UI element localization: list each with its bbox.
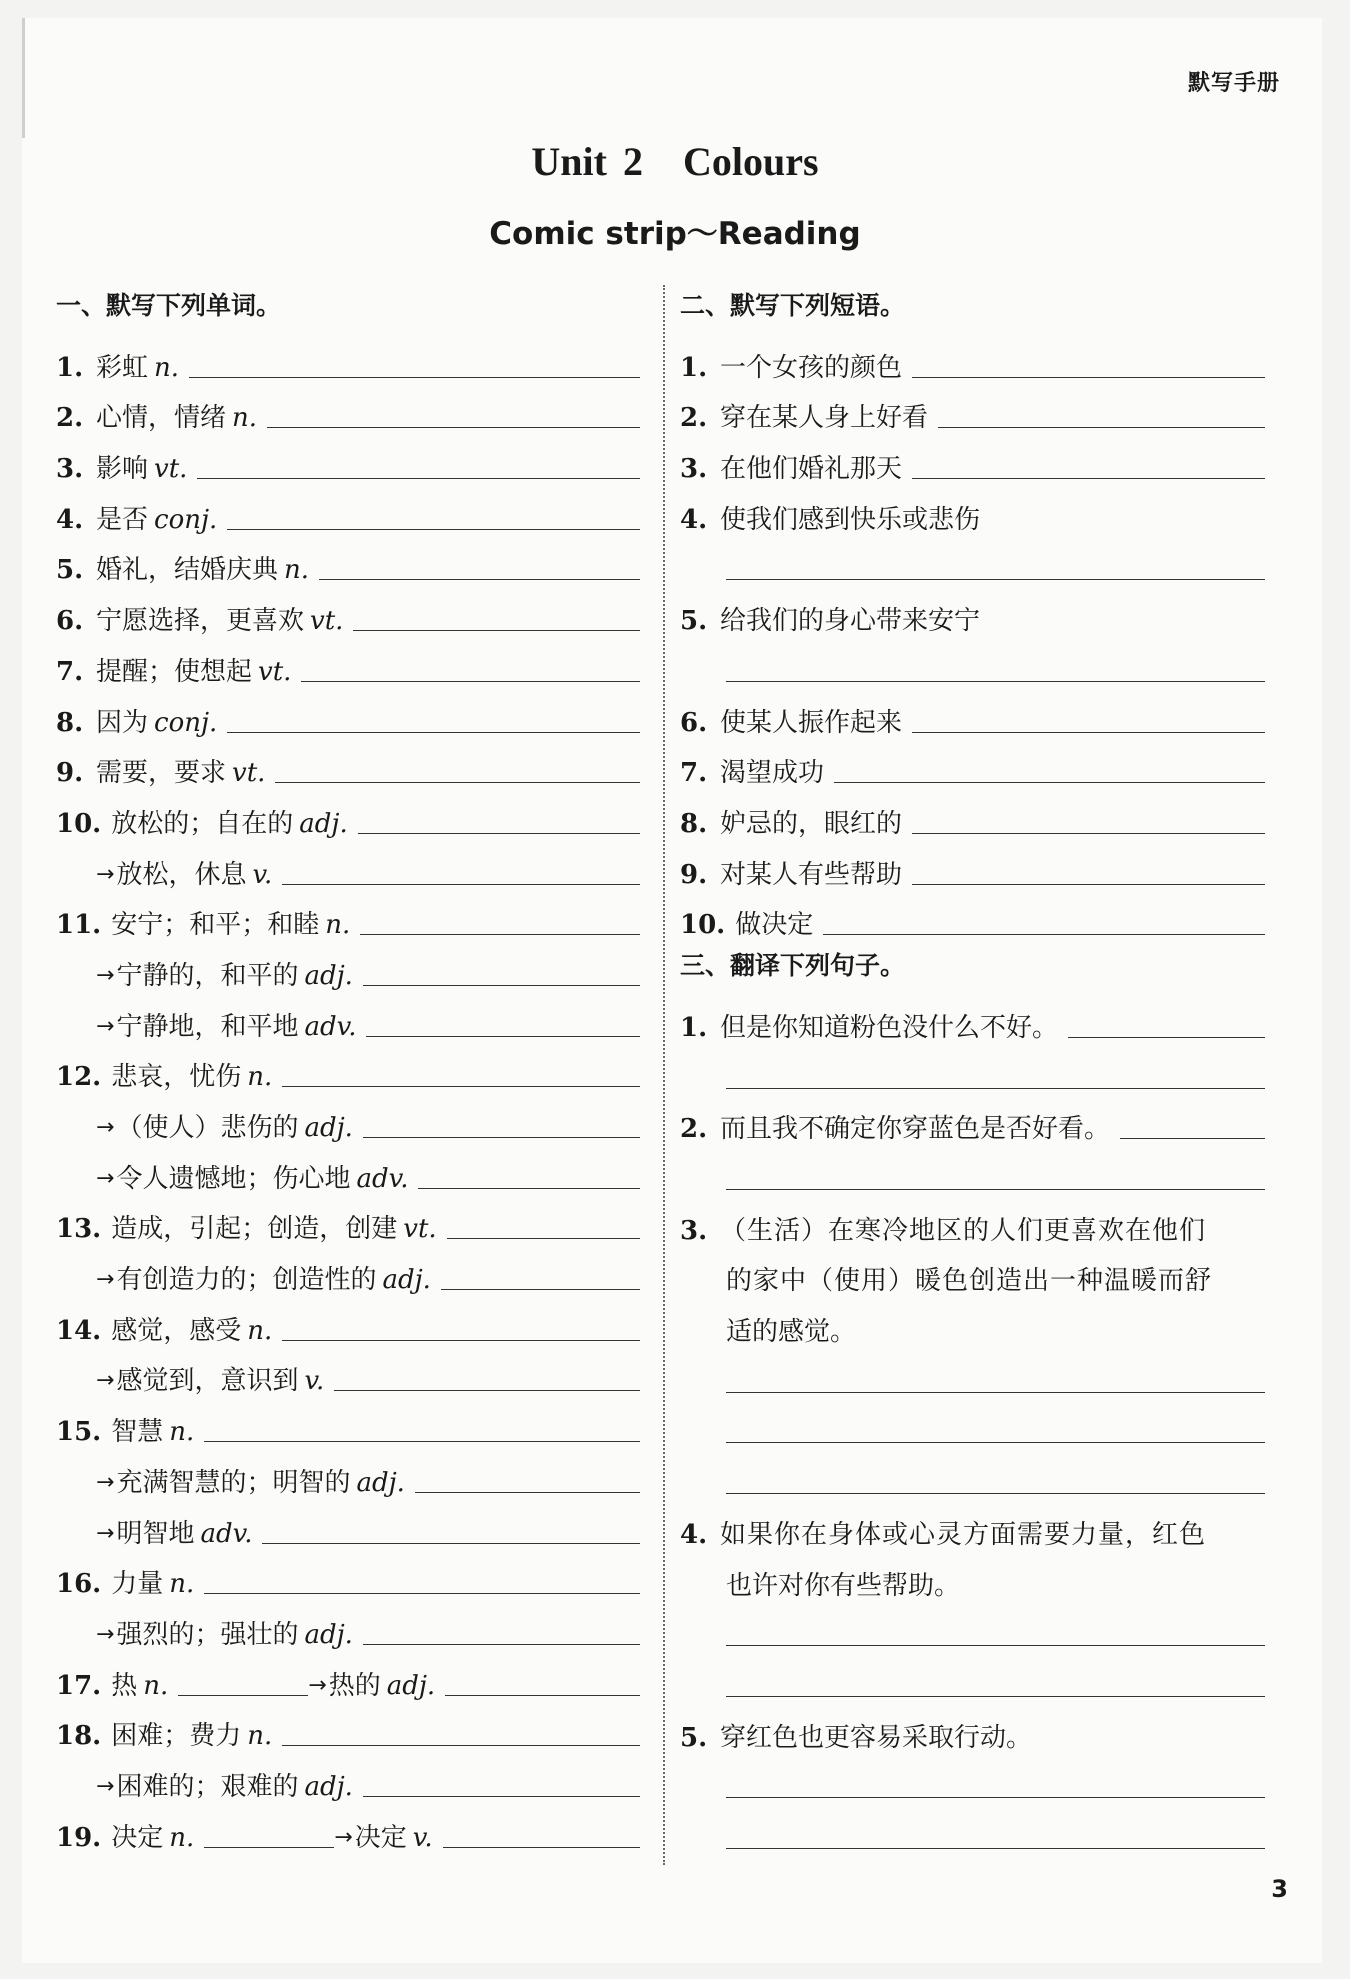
page-title (0, 138, 1350, 185)
sentence-line-cont: 的家中（使用）暖色创造出一种温暖而舒 (726, 1266, 1213, 1297)
vocab-derived-line: → 宁静地，和平地 adv. (56, 994, 640, 1045)
sentence-line: 3. （生活）在寒冷地区的人们更喜欢在他们 (680, 1215, 1207, 1246)
phrase-line: 9. 对某人有些帮助 (680, 842, 1265, 893)
sentence-line: 5. 穿红色也更容易采取行动。 (680, 1722, 1033, 1753)
vocab-line: 19. 决定 n. → 决定 v. (56, 1805, 640, 1856)
vocab-line: 18. 困难；费力 n. (56, 1704, 640, 1755)
phrase-line: 2. 穿在某人身上好看 (680, 386, 1265, 437)
answer-blank[interactable] (938, 427, 1265, 428)
answer-blank[interactable] (363, 1137, 640, 1138)
vocab-line: 9. 需要，要求 vt. (56, 741, 640, 792)
phrase-answer-line (680, 538, 1265, 589)
answer-blank[interactable] (262, 1543, 640, 1544)
answer-blank[interactable] (912, 377, 1265, 378)
answer-blank[interactable] (1068, 1037, 1265, 1038)
sentence-answer-line (680, 1756, 1265, 1807)
vocab-line: 2. 心情，情绪 n. (56, 386, 640, 437)
vocab-line: 6. 宁愿选择，更喜欢 vt. (56, 588, 640, 639)
sentence-line-cont: 也许对你有些帮助。 (726, 1570, 961, 1601)
vocab-derived-line: → 令人遗憾地；伤心地 adv. (56, 1146, 640, 1197)
title-unit: Unit 2 (531, 139, 643, 184)
answer-blank[interactable] (282, 1086, 640, 1087)
answer-blank[interactable] (360, 934, 640, 935)
phrase-line: 1. 一个女孩的颜色 (680, 335, 1265, 386)
vocab-derived-line: → 感觉到，意识到 v. (56, 1349, 640, 1400)
vocab-line: 17. 热 n. → 热的 adj. (56, 1653, 640, 1704)
sentence-answer-line (680, 1451, 1265, 1502)
answer-blank[interactable] (912, 732, 1265, 733)
answer-blank[interactable] (363, 1644, 640, 1645)
answer-blank[interactable] (441, 1289, 640, 1290)
answer-blank[interactable] (726, 1392, 1265, 1393)
answer-blank[interactable] (267, 427, 640, 428)
answer-blank[interactable] (363, 1796, 640, 1797)
column-divider (663, 285, 665, 1865)
page-subtitle: Comic strip～Reading (489, 216, 861, 252)
vocab-line: 1. 彩虹 n. (56, 335, 640, 386)
answer-blank[interactable] (443, 1847, 640, 1848)
vocab-line: 3. 影响 vt. (56, 436, 640, 487)
arrow-icon: → (96, 1165, 115, 1191)
answer-blank[interactable] (275, 782, 640, 783)
arrow-icon: → (96, 1115, 115, 1140)
arrow-icon: → (96, 861, 115, 887)
sentence-answer-line (680, 1654, 1265, 1705)
page-number: 3 (1271, 1875, 1288, 1903)
answer-blank[interactable] (363, 985, 640, 986)
answer-blank[interactable] (282, 884, 640, 885)
answer-blank[interactable] (726, 1088, 1265, 1089)
answer-blank[interactable] (726, 1189, 1265, 1190)
sentence-answer-line (680, 1046, 1265, 1097)
phrase-line: 10. 做决定 (680, 893, 1265, 944)
phrase-line: 8. 妒忌的，眼红的 (680, 791, 1265, 842)
answer-blank[interactable] (282, 1745, 640, 1746)
answer-blank[interactable] (726, 1645, 1265, 1646)
vocab-derived-line: → （使人）悲伤的 adj. (56, 1095, 640, 1146)
section-heading-phrases: 二、默写下列短语。 (680, 291, 906, 320)
arrow-icon: → (96, 1520, 115, 1546)
sentence-answer-line (680, 1806, 1265, 1857)
arrow-icon: → (96, 1267, 115, 1293)
arrow-icon: → (96, 1469, 115, 1495)
vocab-line: 11. 安宁；和平；和睦 n. (56, 893, 640, 944)
answer-blank[interactable] (178, 1695, 308, 1696)
sentence-answer-line (680, 1604, 1265, 1655)
binding-edge (22, 18, 25, 138)
answer-blank[interactable] (834, 782, 1265, 783)
answer-blank[interactable] (726, 1493, 1265, 1494)
answer-blank[interactable] (227, 529, 640, 530)
arrow-icon: → (96, 1621, 115, 1647)
sentence-line: 1. 但是你知道粉色没什么不好。 (680, 995, 1265, 1046)
vocab-derived-line: → 放松，休息 v. (56, 842, 640, 893)
phrase-answer-line (680, 639, 1265, 690)
vocab-line: 8. 因为 conj. (56, 690, 640, 741)
vocab-line: 14. 感觉，感受 n. (56, 1298, 640, 1349)
phrase-line: 3. 在他们婚礼那天 (680, 436, 1265, 487)
answer-blank[interactable] (912, 884, 1265, 885)
sentence-answer-line (680, 1401, 1265, 1452)
answer-blank[interactable] (366, 1036, 640, 1037)
vocab-line: 16. 力量 n. (56, 1552, 640, 1603)
answer-blank[interactable] (415, 1492, 640, 1493)
vocab-line: 10. 放松的；自在的 adj. (56, 791, 640, 842)
vocab-line: 7. 提醒；使想起 vt. (56, 639, 640, 690)
arrow-icon: → (334, 1824, 353, 1850)
vocab-line: 5. 婚礼，结婚庆典 n. (56, 538, 640, 589)
phrase-and-translation-section (680, 285, 1265, 1857)
vocab-derived-line: → 强烈的；强壮的 adj. (56, 1602, 640, 1653)
vocab-derived-line: → 有创造力的；创造性的 adj. (56, 1247, 640, 1298)
answer-blank[interactable] (418, 1188, 640, 1189)
answer-blank[interactable] (823, 934, 1265, 935)
answer-blank[interactable] (445, 1695, 640, 1696)
answer-blank[interactable] (204, 1847, 334, 1848)
sentence-line-cont: 适的感觉。 (726, 1317, 857, 1348)
answer-blank[interactable] (726, 1442, 1265, 1443)
arrow-icon: → (96, 1013, 115, 1039)
answer-blank[interactable] (447, 1238, 640, 1239)
answer-blank[interactable] (319, 579, 640, 580)
sentence-line: 2. 而且我不确定你穿蓝色是否好看。 (680, 1097, 1265, 1148)
answer-blank[interactable] (912, 833, 1265, 834)
vocab-derived-line: → 困难的；艰难的 adj. (56, 1754, 640, 1805)
sentence-line: 4. 如果你在身体或心灵方面需要力量，红色 (680, 1519, 1207, 1550)
answer-blank[interactable] (726, 1848, 1265, 1849)
section-heading-vocabulary: 一、默写下列单词。 (56, 291, 282, 320)
arrow-icon: → (96, 1368, 115, 1394)
answer-blank[interactable] (353, 630, 640, 631)
answer-blank[interactable] (189, 377, 640, 378)
sentence-answer-line (680, 1350, 1265, 1401)
answer-blank[interactable] (204, 1593, 640, 1594)
answer-blank[interactable] (358, 833, 640, 834)
answer-blank[interactable] (726, 579, 1265, 580)
answer-blank[interactable] (197, 478, 640, 479)
section-heading-translation: 三、翻译下列句子。 (680, 951, 906, 981)
vocab-line: 4. 是否 conj. (56, 487, 640, 538)
answer-blank[interactable] (334, 1390, 640, 1391)
answer-blank[interactable] (1120, 1138, 1265, 1139)
vocab-line: 12. 悲哀，忧伤 n. (56, 1045, 640, 1096)
phrase-line: 7. 渴望成功 (680, 741, 1265, 792)
phrase-line: 5. 给我们的身心带来安宁 (680, 606, 981, 637)
sentence-answer-line (680, 1147, 1265, 1198)
arrow-icon: → (308, 1672, 327, 1698)
phrase-line: 6. 使某人振作起来 (680, 690, 1265, 741)
answer-blank[interactable] (204, 1441, 640, 1442)
vocab-derived-line: → 宁静的，和平的 adj. (56, 943, 640, 994)
vocab-line: 13. 造成，引起；创造，创建 vt. (56, 1197, 640, 1248)
running-head: 默写手册 (1187, 71, 1280, 96)
vocab-derived-line: → 充满智慧的；明智的 adj. (56, 1450, 640, 1501)
title-topic: Colours (683, 139, 819, 184)
vocab-derived-line: → 明智地 adv. (56, 1501, 640, 1552)
arrow-icon: → (96, 962, 115, 988)
answer-blank[interactable] (282, 1340, 640, 1341)
answer-blank[interactable] (227, 732, 640, 733)
answer-blank[interactable] (912, 478, 1265, 479)
answer-blank[interactable] (726, 1797, 1265, 1798)
phrase-line: 4. 使我们感到快乐或悲伤 (680, 504, 981, 535)
arrow-icon: → (96, 1773, 115, 1799)
answer-blank[interactable] (726, 1696, 1265, 1697)
vocab-line: 15. 智慧 n. (56, 1399, 640, 1450)
answer-blank[interactable] (301, 681, 640, 682)
vocabulary-section (56, 285, 640, 1856)
answer-blank[interactable] (726, 681, 1265, 682)
